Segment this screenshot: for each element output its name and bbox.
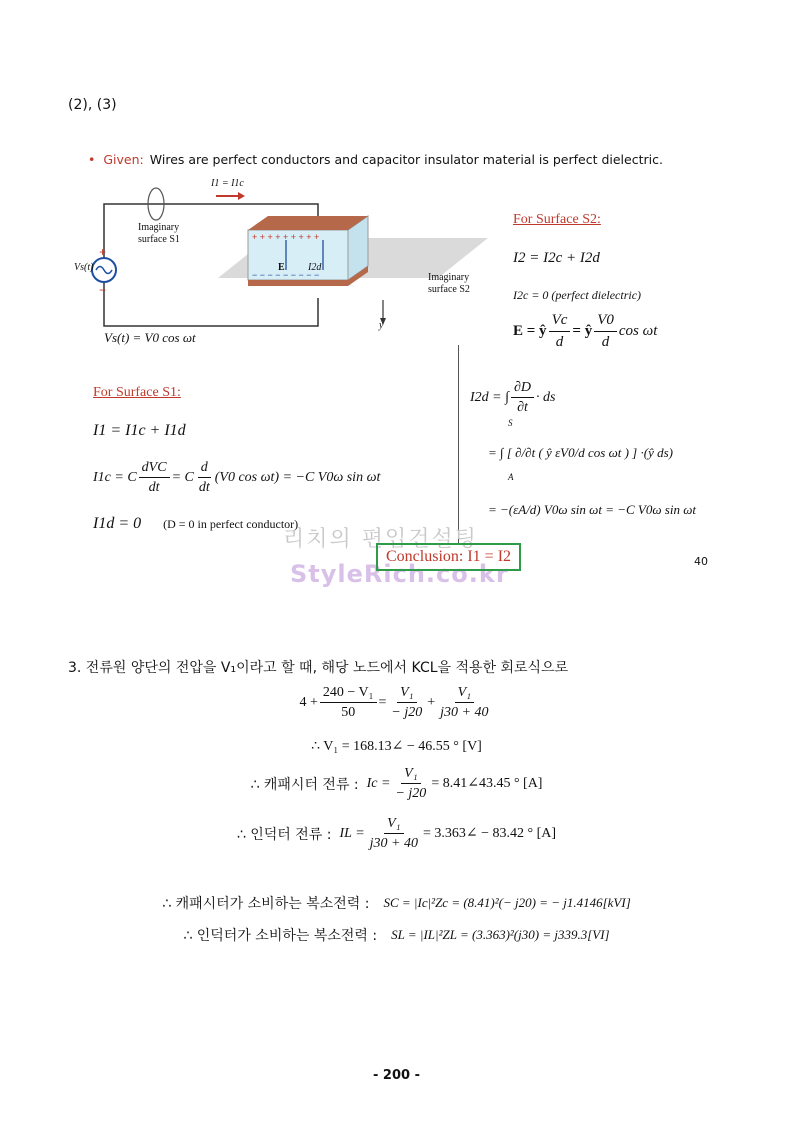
given-label: Given:: [103, 152, 144, 167]
i2d-eq1-frac: $\frac{\partial D}{\partial t}$: [511, 380, 534, 416]
v1-result: [0, 738, 793, 755]
ind-lhs: IL =: [339, 825, 365, 841]
svg-text:+ + + + + + + + +: + + + + + + + + +: [252, 232, 320, 242]
i2d-eq3: = −(εA/d) V0ω sin ωt = −C V0ω sin ωt: [488, 502, 697, 517]
slide-number: 40: [694, 555, 708, 568]
bullet-icon: •: [88, 152, 96, 167]
cap-frac: $\frac{\text{V₁}}{- j20}$: [395, 766, 427, 802]
cap-power-eq: SC = |Ic|²Zc = (8.41)²(− j20) = − j1.4146[kVI]: [383, 895, 631, 910]
s1-eq2-mid: = C: [171, 469, 194, 485]
current-label: I1 = I1c: [211, 178, 244, 189]
inductor-current-line: [0, 816, 793, 852]
s2-eq3: [513, 312, 657, 350]
surface-s1-heading: For Surface S1:: [93, 385, 181, 400]
section-label: (2), (3): [68, 97, 117, 113]
s1-eq2-lhs: I1c = C: [93, 469, 137, 485]
top-plate: [248, 216, 368, 230]
svg-text:+: +: [99, 245, 107, 259]
s2-eq3-frac1: $\frac{Vc}{d}$: [549, 312, 571, 350]
s1-eq2-frac2: $\frac{d}{dt}$: [198, 460, 210, 496]
capacitor-current-line: [0, 766, 793, 802]
ind-label: ∴ 인덕터 전류 :: [236, 826, 332, 843]
watermark-brand: StyleRich.co.kr: [290, 560, 509, 588]
slide-divider: [458, 345, 459, 545]
i2d-eq1: [470, 380, 555, 416]
s2-eq2: I2c = 0 (perfect dielectric): [513, 288, 642, 302]
lecture-slide: [68, 140, 738, 590]
s1-eq1: I1 = I1c + I1d: [93, 422, 186, 439]
i2d-eq2-sub: A: [508, 472, 514, 482]
i2d-eq2: = ∫ [ ∂/∂t ( ŷ εV0/d cos ωt ) ] ·(ŷ ds): [488, 445, 673, 460]
i2d-eq1-sub: S: [508, 418, 513, 428]
imaginary-s2-label: Imaginary surface S2: [428, 272, 470, 295]
eq1-b: =: [378, 694, 387, 710]
kcl-equation: [0, 685, 793, 721]
svg-text:−: −: [99, 283, 107, 297]
i2d-eq1-tail: · ds: [535, 389, 556, 405]
cap-power-label: ∴ 캐패시터가 소비하는 복소전력 :: [162, 896, 370, 912]
page-number: - 200 -: [373, 1068, 420, 1083]
s2-eq3-tail: cos ωt: [618, 322, 658, 339]
cap-rhs: = 8.41∠43.45 ° [A]: [431, 776, 543, 792]
capacitor-power-line: [0, 893, 793, 913]
eq1-frac3: $\frac{\text{V₁}}{j30 + 40}$: [440, 685, 489, 721]
ind-frac: $\frac{\text{V₁}}{j30 + 40}$: [369, 816, 419, 852]
s2-eq3-mid: = ŷ: [572, 322, 593, 339]
s1-eq2: [93, 460, 380, 496]
s1-eq2-tail: (V0 cos ωt) = −C V0ω sin ωt: [214, 469, 381, 485]
conclusion-box: Conclusion: I1 = I2: [376, 543, 521, 571]
problem3-intro: 3. 전류원 양단의 전압을 V₁이라고 할 때, 해당 노드에서 KCL을 적용한 회로식으로: [68, 660, 569, 676]
inductor-power-line: [0, 925, 793, 945]
watermark-korean: 리치의 편입건설팅: [283, 527, 479, 552]
v1-result-text: ∴ V₁ = 168.13∠ − 46.55 ° [V]: [311, 739, 482, 754]
field-label: E: [278, 262, 285, 273]
imaginary-s1-label: Imaginary surface S1: [138, 222, 180, 245]
i2d-label: I2d: [308, 262, 322, 273]
axis-y-label: y: [379, 320, 384, 331]
s1-eq3: [93, 515, 298, 533]
eq1-c: +: [427, 694, 436, 710]
s2-eq3-frac2: $\frac{V0}{d}$: [594, 312, 617, 350]
given-line: [88, 152, 663, 167]
cap-lhs: Ic =: [366, 775, 391, 791]
ind-power-label: ∴ 인덕터가 소비하는 복소전력 :: [183, 928, 378, 944]
s1-eq3-text: I1d = 0: [93, 515, 142, 532]
ind-power-eq: SL = |IL|²ZL = (3.363)²(j30) = j339.3[VI]: [391, 927, 610, 942]
surface-s2-heading: For Surface S2:: [513, 212, 601, 227]
s2-eq1: I2 = I2c + I2d: [513, 250, 600, 266]
cap-label: ∴ 캐패시터 전류 :: [250, 776, 359, 793]
bottom-wire: [104, 280, 318, 326]
s1-eq3-note: (D = 0 in perfect conductor): [163, 516, 299, 531]
eq1-a: 4 +: [299, 694, 318, 710]
source-equation: Vs(t) = V0 cos ωt: [104, 330, 196, 345]
s1-eq2-frac1: $\frac{\text{dVC}}{dt}$: [139, 460, 170, 496]
source-label: Vs(t): [74, 262, 94, 273]
eq1-frac1: $\frac{\text{240 − V₁}}{50}$: [320, 685, 377, 721]
ind-rhs: = 3.363∠ − 83.42 ° [A]: [423, 826, 557, 842]
given-text: Wires are perfect conductors and capacitor insulator material is perfect dielectric.: [149, 152, 663, 167]
i2d-eq1-lhs: I2d = ∫: [470, 389, 509, 405]
eq1-frac2: $\frac{\text{V₁}}{- j20}$: [391, 685, 423, 721]
svg-text:− − − − − − − − −: − − − − − − − − −: [252, 270, 320, 280]
s2-eq3-lhs: E = ŷ: [513, 322, 547, 339]
